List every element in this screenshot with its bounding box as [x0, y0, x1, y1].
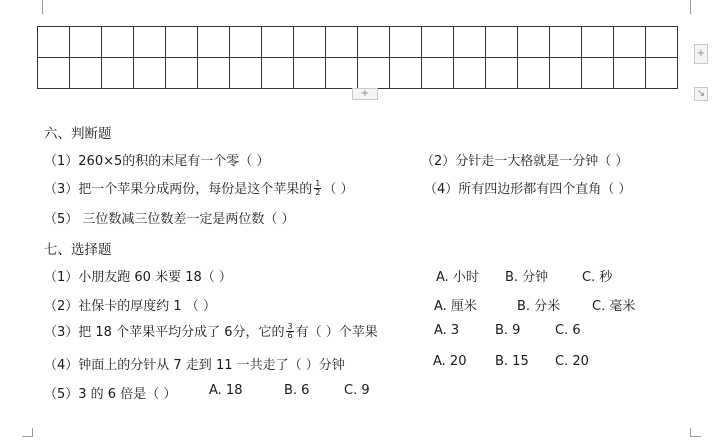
- grid-cell[interactable]: [38, 58, 70, 89]
- grid-cell[interactable]: [422, 58, 454, 89]
- grid-row: [38, 27, 678, 58]
- grid-cell[interactable]: [646, 27, 678, 58]
- grid-cell[interactable]: [198, 58, 230, 89]
- judge-item-3-blank: （ ）: [323, 182, 354, 197]
- choice-q1-opt-b: B. 分钟: [505, 270, 549, 285]
- choice-q2-opt-b: B. 分米: [517, 299, 561, 314]
- choice-q2-opt-c: C. 毫米: [592, 299, 636, 314]
- grid-cell[interactable]: [518, 27, 550, 58]
- crop-mark-top-right: [690, 0, 701, 14]
- choice-q1-opt-c: C. 秒: [582, 270, 613, 285]
- grid-cell[interactable]: [294, 58, 326, 89]
- plus-icon: +: [696, 48, 706, 59]
- grid-cell[interactable]: [230, 58, 262, 89]
- grid-cell[interactable]: [518, 58, 550, 89]
- table-resize-handle[interactable]: [694, 87, 708, 101]
- grid-cell[interactable]: [390, 58, 422, 89]
- choice-q5-opt-a: A. 18: [209, 383, 243, 398]
- plus-icon: +: [360, 88, 370, 99]
- judge-item-3: [44, 178, 354, 198]
- fraction-one-half: $\frac{1}{2}$: [315, 179, 321, 197]
- grid-cell[interactable]: [454, 27, 486, 58]
- judge-item-2: （2）分针走一大格就是一分钟（ ）: [421, 154, 629, 169]
- grid-cell[interactable]: [486, 58, 518, 89]
- grid-cell[interactable]: [134, 27, 166, 58]
- grid-cell[interactable]: [326, 58, 358, 89]
- resize-icon: ↘: [696, 88, 706, 99]
- choice-q1: （1）小朋友跑 60 米要 18（ ）: [44, 270, 232, 285]
- grid-cell[interactable]: [294, 27, 326, 58]
- choice-q5-opt-b: B. 6: [284, 383, 310, 398]
- grid-cell[interactable]: [614, 27, 646, 58]
- grid-cell[interactable]: [166, 27, 198, 58]
- judge-item-3-text: （3）把一个苹果分成两份，每份是这个苹果的: [44, 182, 313, 197]
- grid-cell[interactable]: [454, 58, 486, 89]
- choice-q4-opt-b: B. 15: [495, 354, 529, 369]
- choice-q4-opt-a: A. 20: [433, 354, 467, 369]
- grid-cell[interactable]: [646, 58, 678, 89]
- grid-cell[interactable]: [358, 27, 390, 58]
- choice-q1-opt-a: A. 小时: [436, 270, 479, 285]
- grid-cell[interactable]: [70, 27, 102, 58]
- grid-cell[interactable]: [230, 27, 262, 58]
- judge-item-4: （4）所有四边形都有四个直角（ ）: [424, 182, 632, 197]
- writing-grid[interactable]: [37, 26, 678, 89]
- grid-cell[interactable]: [358, 58, 390, 89]
- judge-item-5: （5） 三位数减三位数差一定是两位数（ ）: [44, 212, 295, 227]
- grid-cell[interactable]: [166, 58, 198, 89]
- grid-cell[interactable]: [582, 58, 614, 89]
- choice-q3: [44, 321, 378, 341]
- grid-cell[interactable]: [102, 58, 134, 89]
- choice-q3-opt-c: C. 6: [555, 323, 581, 338]
- grid-cell[interactable]: [262, 27, 294, 58]
- choice-q4: （4）钟面上的分针从 7 走到 11 一共走了（ ）分钟: [44, 358, 345, 373]
- crop-mark-bottom-left: [22, 428, 33, 437]
- add-column-handle[interactable]: [694, 44, 708, 64]
- add-row-handle[interactable]: [352, 88, 378, 100]
- crop-mark-bottom-right: [690, 428, 701, 437]
- grid-cell[interactable]: [326, 27, 358, 58]
- grid-cell[interactable]: [582, 27, 614, 58]
- choice-q5-opt-c: C. 9: [344, 383, 370, 398]
- grid-cell[interactable]: [38, 27, 70, 58]
- grid-cell[interactable]: [486, 27, 518, 58]
- choice-q3-tail: 有（ ）个苹果: [295, 325, 378, 340]
- grid-cell[interactable]: [262, 58, 294, 89]
- grid-cell[interactable]: [102, 27, 134, 58]
- choice-q5: （5）3 的 6 倍是（ ）: [44, 387, 177, 402]
- grid-cell[interactable]: [134, 58, 166, 89]
- choice-q4-opt-c: C. 20: [555, 354, 589, 369]
- section-7-heading: 七、选择题: [44, 242, 112, 258]
- choice-q3-opt-b: B. 9: [495, 323, 521, 338]
- grid-cell[interactable]: [614, 58, 646, 89]
- choice-q3-text: （3）把 18 个苹果平均分成了 6分，它的: [44, 325, 285, 340]
- grid-cell[interactable]: [70, 58, 102, 89]
- choice-q2-opt-a: A. 厘米: [434, 299, 477, 314]
- grid-cell[interactable]: [198, 27, 230, 58]
- grid-cell[interactable]: [422, 27, 454, 58]
- choice-q2: （2）社保卡的厚度约 1 （ ）: [44, 299, 216, 314]
- grid-row: [38, 58, 678, 89]
- grid-cell[interactable]: [390, 27, 422, 58]
- fraction-three-sixths: $\frac{3}{6}$: [287, 322, 293, 340]
- grid-cell[interactable]: [550, 58, 582, 89]
- section-6-heading: 六、判断题: [44, 126, 112, 142]
- judge-item-1: （1）260×5的积的末尾有一个零（ ）: [44, 154, 270, 169]
- grid-cell[interactable]: [550, 27, 582, 58]
- crop-mark-top-left: [32, 0, 43, 14]
- choice-q3-opt-a: A. 3: [434, 323, 460, 338]
